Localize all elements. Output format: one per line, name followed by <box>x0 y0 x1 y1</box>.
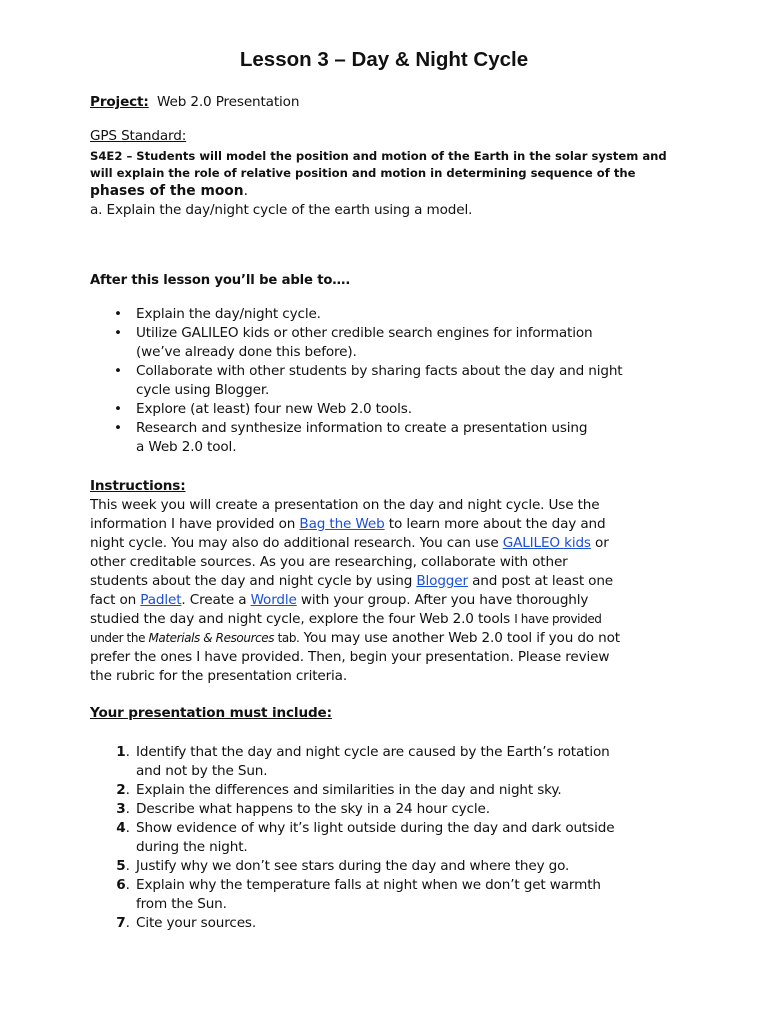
standard-a: a. Explain the day/night cycle of the earth using a model. <box>90 202 473 218</box>
list-number <box>90 857 130 876</box>
bullet-glyph: • <box>114 401 123 417</box>
project-line <box>90 93 299 112</box>
instructions-line: This week you will create a presentation on the day and night cycle. Use the <box>90 497 600 513</box>
instructions-line: studied the day and night cycle, explore the four Web 2.0 tools I have provided <box>90 611 602 627</box>
project-value: Web 2.0 Presentation <box>157 94 300 110</box>
project-label: Project: <box>90 94 149 110</box>
list-item: Describe what happens to the sky in a 24 hour cycle. <box>136 801 490 817</box>
instructions-line: fact on Padlet. Create a Wordle with your group. After you have thoroughly <box>90 592 589 608</box>
list-item: Collaborate with other students by sharing facts about the day and night <box>136 363 623 379</box>
list-number-value: 7 <box>116 915 126 931</box>
instructions-line: students about the day and night cycle by using Blogger and post at least one <box>90 573 614 589</box>
list-item: from the Sun. <box>136 896 227 912</box>
list-item: Explain the differences and similarities in the day and night sky. <box>136 782 562 798</box>
list-item: (we’ve already done this before). <box>136 344 357 360</box>
standard-line-1: S4E2 – Students will model the position and motion of the Earth in the solar system and <box>90 149 667 163</box>
instructions-line: prefer the ones I have provided. Then, begin your presentation. Please review <box>90 649 610 665</box>
list-number <box>90 876 130 895</box>
list-number-dot: . <box>125 744 130 760</box>
list-item: cycle using Blogger. <box>136 382 270 398</box>
instructions-label: Instructions: <box>90 478 186 494</box>
bullet-glyph: • <box>114 420 123 436</box>
bullet-glyph: • <box>114 363 123 379</box>
instructions-line: night cycle. You may also do additional research. You can use GALILEO kids or <box>90 535 609 551</box>
list-item: Utilize GALILEO kids or other credible search engines for information <box>136 325 593 341</box>
list-number <box>90 800 130 819</box>
list-number-dot: . <box>125 820 130 836</box>
able-heading: After this lesson you’ll be able to…. <box>90 273 351 288</box>
list-item: Explain why the temperature falls at night when we don’t get warmth <box>136 877 601 893</box>
list-item: Cite your sources. <box>136 915 257 931</box>
list-item: Show evidence of why it’s light outside during the day and dark outside <box>136 820 615 836</box>
list-number-dot: . <box>125 801 130 817</box>
list-number-dot: . <box>125 858 130 874</box>
list-item: Research and synthesize information to create a presentation using <box>136 420 588 436</box>
list-item: during the night. <box>136 839 248 855</box>
bullet-glyph: • <box>114 306 123 322</box>
list-number <box>90 781 130 800</box>
list-number-dot: . <box>125 915 130 931</box>
list-number-dot: . <box>125 877 130 893</box>
instructions-line: other creditable sources. As you are researching, collaborate with other <box>90 554 568 570</box>
list-number-value: 1 <box>116 744 126 760</box>
list-item: Explore (at least) four new Web 2.0 tools. <box>136 401 412 417</box>
gps-label: GPS Standard: <box>90 128 187 144</box>
page-title: Lesson 3 – Day & Night Cycle <box>239 48 529 71</box>
padlet-link[interactable]: Padlet <box>140 592 182 608</box>
list-item: Justify why we don’t see stars during the day and where they go. <box>136 858 570 874</box>
instructions-line: information I have provided on Bag the Web to learn more about the day and <box>90 516 606 532</box>
bag-the-web-link[interactable]: Bag the Web <box>299 516 385 532</box>
blogger-link[interactable]: Blogger <box>416 573 468 589</box>
instructions-line: under the Materials & Resources tab. You may use another Web 2.0 tool if you do not <box>90 630 620 646</box>
list-number <box>90 914 130 933</box>
list-number-value: 2 <box>116 782 126 798</box>
list-number-value: 4 <box>116 820 126 836</box>
list-number-value: 5 <box>116 858 126 874</box>
standard-line-3: phases of the moon. <box>90 183 249 199</box>
bullet-glyph: • <box>114 325 123 341</box>
list-item: Explain the day/night cycle. <box>136 306 321 322</box>
list-number <box>90 819 130 838</box>
list-item: Identify that the day and night cycle are caused by the Earth’s rotation <box>136 744 610 760</box>
list-number-dot: . <box>125 782 130 798</box>
list-number-value: 3 <box>116 801 126 817</box>
list-item: and not by the Sun. <box>136 763 268 779</box>
standard-line-2: will explain the role of relative position and motion in determining sequence of the <box>90 166 636 180</box>
wordle-link[interactable]: Wordle <box>250 592 297 608</box>
list-number <box>90 743 130 762</box>
must-include-label: Your presentation must include: <box>90 705 332 721</box>
galileo-kids-link[interactable]: GALILEO kids <box>502 535 591 551</box>
list-item: a Web 2.0 tool. <box>136 439 237 455</box>
list-number-value: 6 <box>116 877 126 893</box>
instructions-line: the rubric for the presentation criteria. <box>90 668 348 684</box>
